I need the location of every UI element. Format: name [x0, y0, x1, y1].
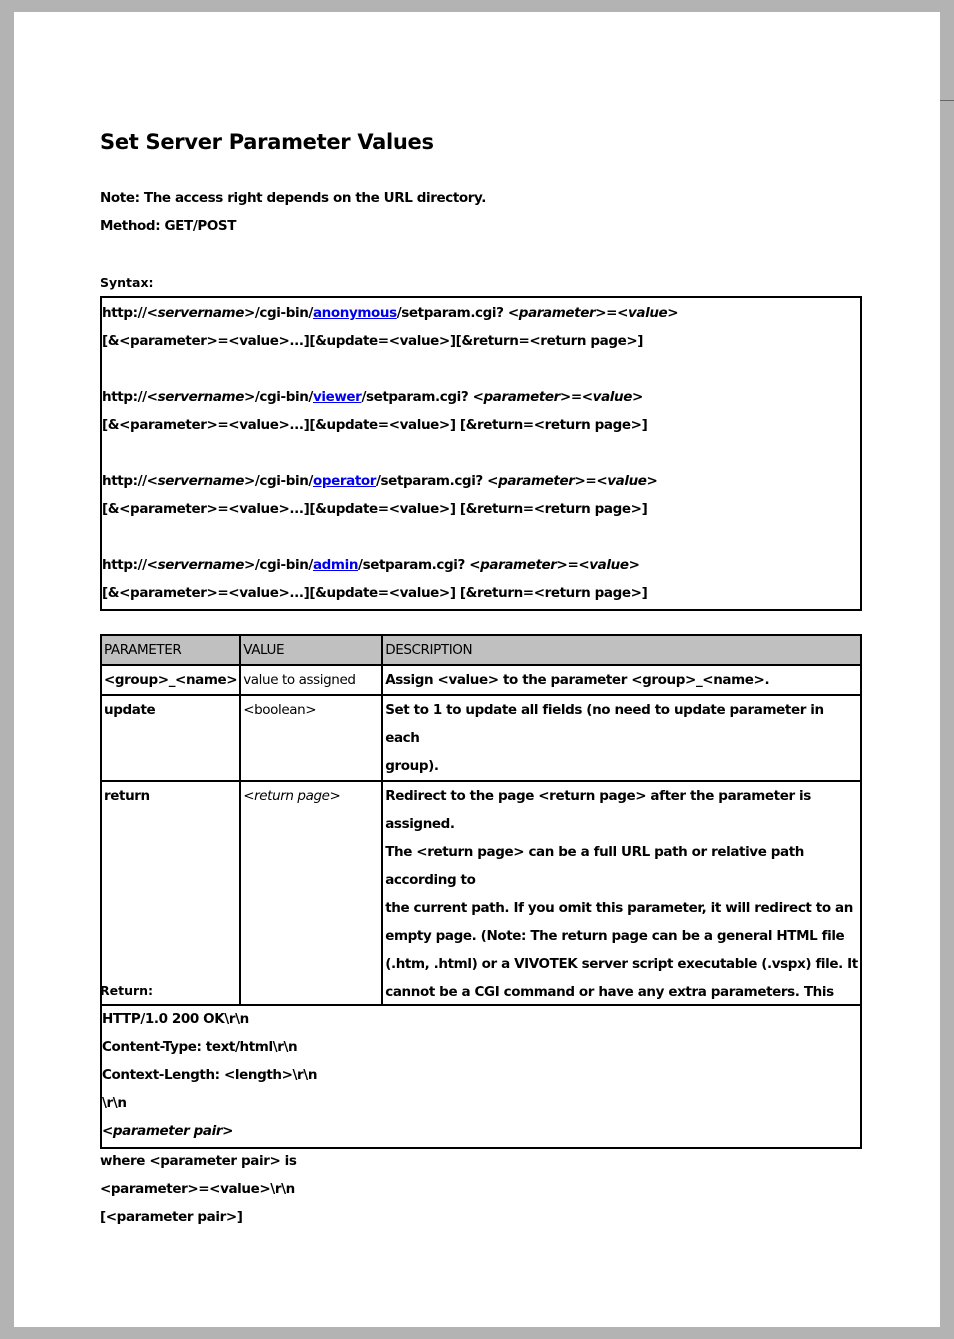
description-cell: Assign <value> to the parameter <group>_<name>. [382, 665, 861, 695]
syntax-url-admin: http://<servername>/cgi-bin/admin/setparam.cgi? <parameter>=<value> [102, 557, 640, 573]
return-line: <parameter pair> [102, 1123, 234, 1139]
link-anonymous[interactable]: anonymous [312, 305, 397, 321]
syntax-options-admin: [&<parameter>=<value>...][&update=<value>] [&return=<return page>] [102, 585, 648, 601]
description-cell: Set to 1 to update all fields (no need to update parameter in each group). [382, 695, 861, 781]
return-line: Context-Length: <length>\r\n [102, 1067, 318, 1083]
syntax-options-viewer: [&<parameter>=<value>...][&update=<value>] [&return=<return page>] [102, 417, 648, 433]
param-cell: update [101, 695, 240, 781]
note-line [100, 190, 486, 206]
return-label: Return: [100, 983, 154, 998]
syntax-url-operator: http://<servername>/cgi-bin/operator/setparam.cgi? <parameter>=<value> [102, 473, 658, 489]
page-title: Set Server Parameter Values [100, 130, 434, 154]
method-label: Method: [100, 218, 161, 234]
return-line: \r\n [102, 1095, 127, 1111]
param-cell: <group>_<name> [101, 665, 240, 695]
header-description: DESCRIPTION [382, 635, 861, 665]
method-text: GET/POST [160, 218, 237, 234]
return-line: Content-Type: text/html\r\n [102, 1039, 298, 1055]
description-cell: Redirect to the page <return page> after the parameter is assigned. The <return page> can be a full URL path or relative path according to the current path. If you omit this parameter, it will redirect to an empty page. (Note: The return page can be a general HTML file (.htm, .html) or a VIVOTEK server script executable (.vspx) file. It cannot be a CGI command or have any extra parameters. This [382, 781, 861, 1035]
parameter-table [100, 634, 862, 1036]
return-box [100, 1004, 862, 1149]
note-text: The access right depends on the URL directory. [139, 190, 486, 206]
link-admin[interactable]: admin [312, 557, 359, 573]
note-label: Note: [100, 190, 140, 206]
syntax-options-anonymous: [&<parameter>=<value>...][&update=<value>][&return=<return page>] [102, 333, 644, 349]
table-header-row [101, 635, 861, 665]
syntax-url-viewer: http://<servername>/cgi-bin/viewer/setparam.cgi? <parameter>=<value> [102, 389, 643, 405]
header-value: VALUE [240, 635, 382, 665]
syntax-options-operator: [&<parameter>=<value>...][&update=<value>] [&return=<return page>] [102, 501, 648, 517]
table-row [101, 781, 861, 1035]
where-line: <parameter>=<value>\r\n [100, 1181, 295, 1197]
syntax-label: Syntax: [100, 275, 154, 290]
return-line: HTTP/1.0 200 OK\r\n [102, 1011, 249, 1027]
where-line: where <parameter pair> is [100, 1153, 297, 1169]
value-cell: value to assigned [240, 665, 382, 695]
where-line: [<parameter pair>] [100, 1209, 243, 1225]
header-parameter: PARAMETER [101, 635, 240, 665]
value-cell: <boolean> [240, 695, 382, 781]
method-line [100, 218, 236, 234]
syntax-url-anonymous: http://<servername>/cgi-bin/anonymous/setparam.cgi? <parameter>=<value> [102, 305, 679, 321]
syntax-box [100, 296, 862, 611]
page-edge-marker [940, 100, 954, 101]
param-cell: return [101, 781, 240, 1035]
table-row [101, 665, 861, 695]
document-page [14, 12, 940, 1327]
value-cell: <return page> [240, 781, 382, 1035]
table-row [101, 695, 861, 781]
link-viewer[interactable]: viewer [312, 389, 362, 405]
link-operator[interactable]: operator [312, 473, 377, 489]
